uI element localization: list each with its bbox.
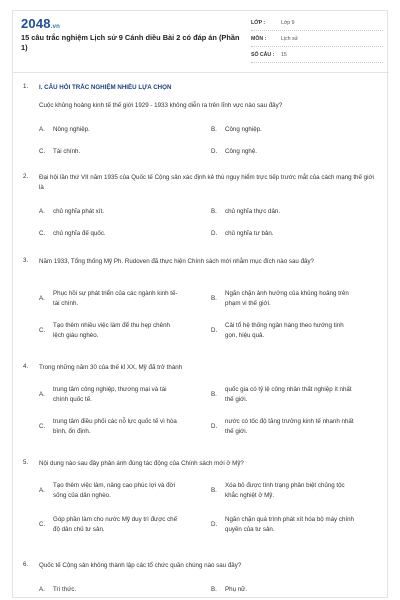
question-number: 5.: [23, 459, 29, 466]
document-meta: [251, 15, 383, 63]
question-number: 2.: [23, 173, 29, 180]
meta-subject: MÔN : Lịch sử: [251, 31, 383, 47]
meta-question-count: SỐ CÂU : 15: [251, 47, 383, 63]
meta-class: LỚP : Lớp 9: [251, 15, 383, 31]
question-number: 4.: [23, 363, 29, 370]
site-logo[interactable]: 2048.vn: [21, 16, 61, 31]
question-text: Năm 1933, Tổng thống Mỹ Ph. Rudoven đã thực hiện Chính sách mới nhằm mục đích nào sau đây?: [39, 258, 314, 265]
section-number: 1.: [23, 83, 29, 90]
question-number: 6.: [23, 561, 29, 568]
question-text: Đại hội lần thứ VII năm 1935 của Quốc tế Cộng sản xác định kẻ thù nguy hiểm trực tiếp trước mắt của cách mạng thế giới là: [39, 174, 374, 191]
document-header: [13, 11, 389, 73]
document-title: 15 câu trắc nghiệm Lịch sử 9 Cánh diều Bài 2 có đáp án (Phần 1): [21, 33, 240, 52]
question-text: Trong những năm 30 của thế kỉ XX, Mỹ đã trở thành: [39, 364, 183, 371]
document-page: 2048.vn 15 câu trắc nghiệm Lịch sử 9 Cánh diều Bài 2 có đáp án (Phần 1) LỚP : Lớp 9 MÔN : Lịch sử SỐ CÂU : 15 1. I. CÂU HỎI TRẮC NGHIỆM NHIỀU LỰA CHỌN Cuộc khủng hoảng kinh tế thế giới 1929 - 1933 không diễn ra trên lĩnh vực nào sau đây? A. Nông nghiệp. B. Công nghiệp. C. Tài chính. D. Công nghệ. 2. Đại hội lần thứ VII năm 1935 của Quốc tế Cộng sản xác định kẻ thù nguy hiểm trực tiếp trước mắt của cách mạng thế giới là A. chủ nghĩa phát xít. B. chủ nghĩa thực dân. C. chủ nghĩa đế quốc. D. chủ nghĩa tư bản. 3. Năm 1933, Tổng thống Mỹ Ph. Rudoven đã thực hiện Chính sách mới nhằm mục đích nào sau đây? A. Phục hồi sự phát triển của các ngành kinh tế-tài chính. B. Ngăn chặn ảnh hưởng của khủng hoảng trên phạm vi thế giới. C. Tạo thêm nhiều việc làm để thu hẹp chênh lệch giàu nghèo. D. Cải tổ hệ thống ngân hàng theo hướng tinh gọn, hiệu quả. 4. Trong những năm 30 của thế kỉ XX, Mỹ đã trở thành A. trung tâm công nghiệp, thương mại và tài chính quốc tế. B. quốc gia có tỷ lệ công nhân thất nghiệp ít nhất thế giới. C. trung tâm điều phối các nỗ lực quốc tế vì hòa bình, ổn định. D. nước có tốc độ tăng trưởng kinh tế nhanh nhất thế giới. 5. Nội dung nào sau đây phản ánh đúng tác động của Chính sách mới ở Mỹ? A. Tạo thêm việc làm, nâng cao phúc lợi và đời sống của dân nghèo. B. Xóa bỏ được tình trạng phân biệt chủng tộc khắc nghiệt ở Mỹ. C. Góp phần làm cho nước Mỹ duy trì được chế độ dân chủ tư sản. D. Ngăn chặn quá trình phát xít hóa bộ máy chính quyền của tư sản. 6. Quốc tế Cộng sản không thành lập các tổ chức quần chúng nào sau đây? A. Trí thức. B. Phụ nữ.: [12, 10, 388, 598]
section-title: I. CÂU HỎI TRẮC NGHIỆM NHIỀU LỰA CHỌN: [39, 84, 172, 91]
question-text: Cuộc khủng hoảng kinh tế thế giới 1929 - 1933 không diễn ra trên lĩnh vực nào sau đây?: [39, 102, 283, 109]
question-text: Nội dung nào sau đây phản ánh đúng tác động của Chính sách mới ở Mỹ?: [39, 460, 244, 467]
question-text: Quốc tế Cộng sản không thành lập các tổ chức quần chúng nào sau đây?: [39, 562, 242, 569]
question-number: 3.: [23, 257, 29, 264]
